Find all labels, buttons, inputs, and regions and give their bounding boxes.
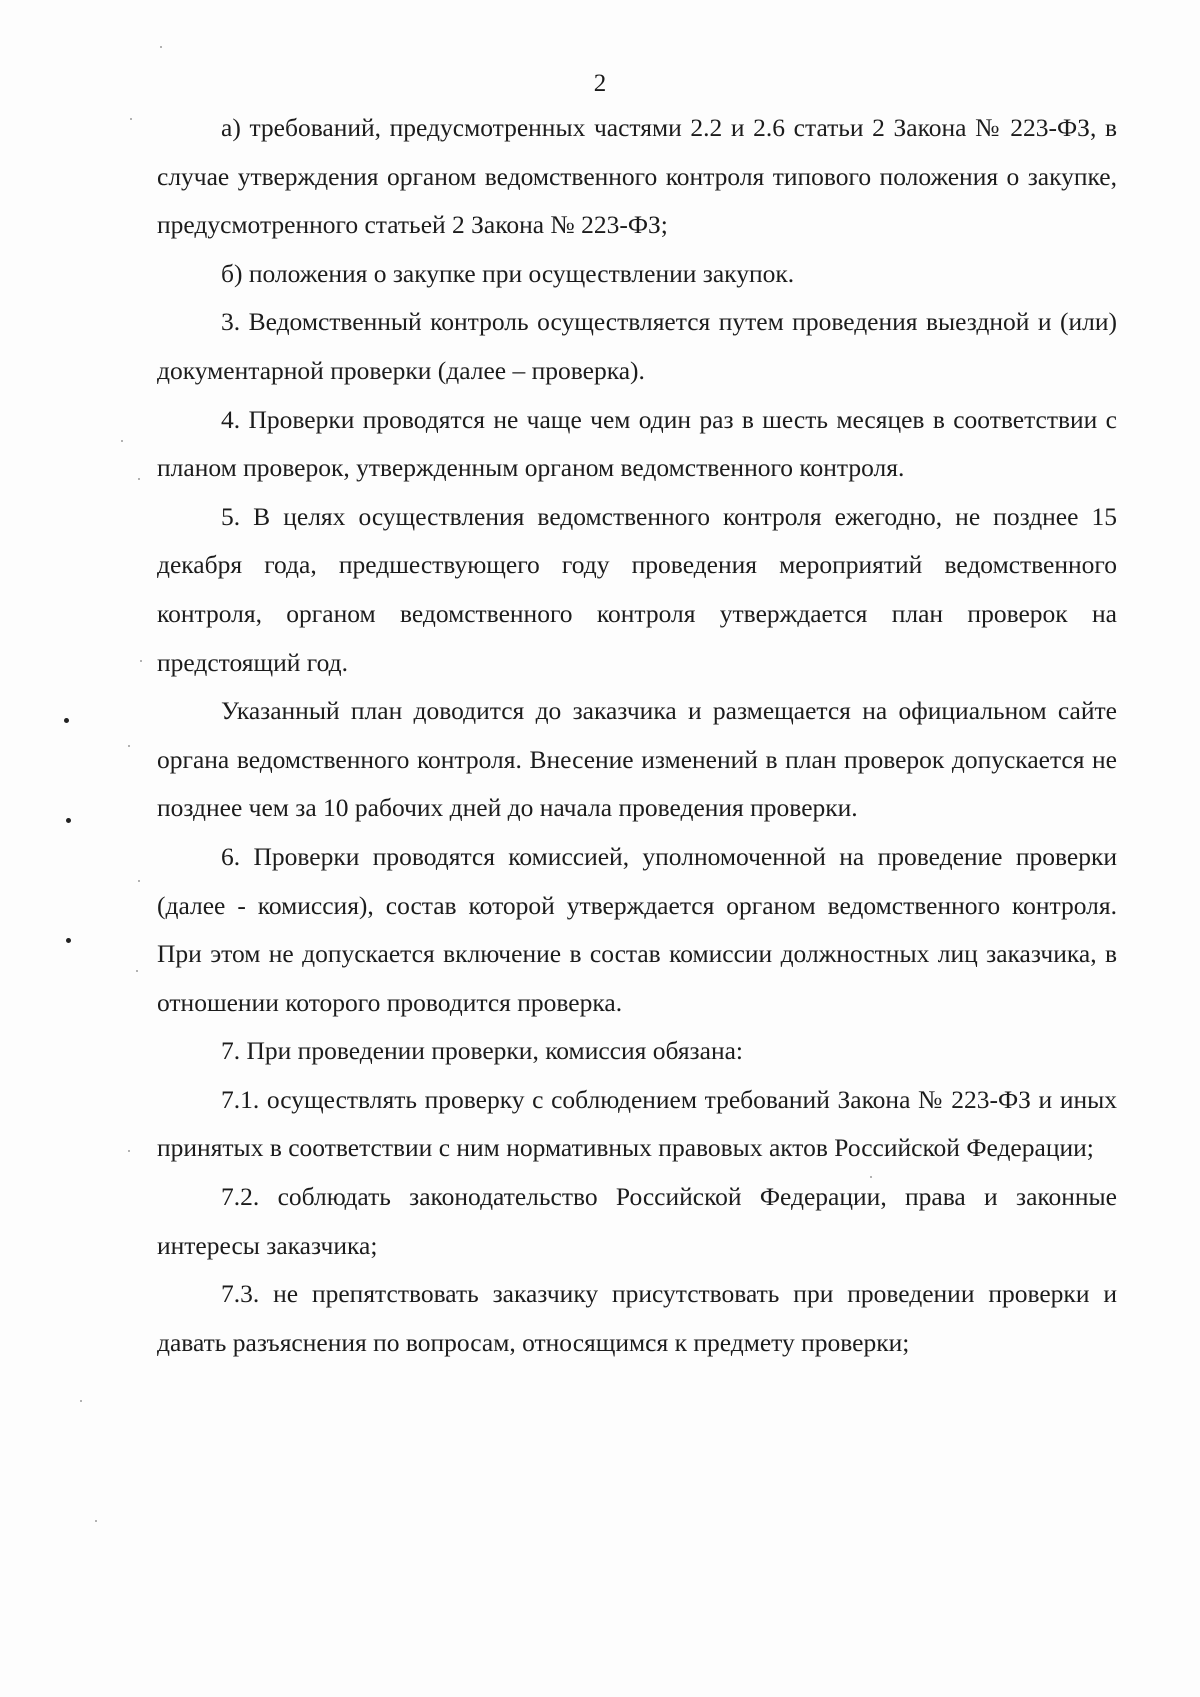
scan-speck xyxy=(66,938,71,943)
scan-dust xyxy=(136,970,138,972)
scan-dust xyxy=(128,1150,130,1152)
paragraph-6: 6. Проверки проводятся комиссией, уполномоченной на проведение проверки (далее - комиссия), состав которой утверждается органом ведомственного контроля. При этом не допускается включение в состав комиссии должностных лиц заказчика, в отношении которого проводится проверка. xyxy=(157,841,1117,1017)
paragraph-b: б) положения о закупке при осуществлении закупок. xyxy=(221,258,795,288)
paragraph-5: 5. В целях осуществления ведомственного контроля ежегодно, не позднее 15 декабря года, предшествующего году проведения мероприятий ведомственного контроля, органом ведомственного контроля утверждается план проверок на предстоящий год. xyxy=(157,501,1117,677)
scan-dust xyxy=(160,46,162,48)
paragraph-plan-publication: Указанный план доводится до заказчика и размещается на официальном сайте органа ведомственного контроля. Внесение изменений в план проверок допускается не позднее чем за 10 рабочих дней до начала проведения проверки. xyxy=(157,696,1117,823)
paragraph-3: 3. Ведомственный контроль осуществляется путем проведения выездной и (или) документарной проверки (далее – проверка). xyxy=(157,307,1117,385)
scan-speck xyxy=(66,818,71,823)
scan-dust xyxy=(95,1520,97,1522)
paragraph-7: 7. При проведении проверки, комиссия обязана: xyxy=(221,1036,743,1066)
page-number: 2 xyxy=(593,70,607,97)
paragraph-a: а) требований, предусмотренных частями 2.2 и 2.6 статьи 2 Закона № 223-ФЗ, в случае утверждения органом ведомственного контроля типового положения о закупке, предусмотренного статьей 2 Закона № 223-ФЗ; xyxy=(157,113,1117,240)
scan-dust xyxy=(138,478,140,480)
scan-dust xyxy=(80,1400,82,1402)
scan-dust xyxy=(140,660,142,662)
scan-dust xyxy=(121,440,123,442)
scan-dust xyxy=(138,880,140,882)
paragraph-7-1: 7.1. осуществлять проверку с соблюдением требований Закона № 223-ФЗ и иных принятых в соответствии с ним нормативных правовых актов Российской Федерации; xyxy=(157,1084,1117,1163)
paragraph-7-3: 7.3. не препятствовать заказчику присутствовать при проведении проверки и давать разъяснения по вопросам, относящимся к предмету проверки; xyxy=(157,1279,1117,1357)
scan-dust xyxy=(128,745,130,747)
scan-dust xyxy=(870,1176,872,1178)
paragraph-4: 4. Проверки проводятся не чаще чем один раз в шесть месяцев в соответствии с планом проверок, утвержденным органом ведомственного контроля. xyxy=(157,404,1117,483)
paragraph-7-2: 7.2. соблюдать законодательство Российской Федерации, права и законные интересы заказчика; xyxy=(157,1182,1117,1260)
scan-dust xyxy=(130,118,132,120)
scan-speck xyxy=(64,718,69,723)
document-body xyxy=(157,104,1117,1367)
